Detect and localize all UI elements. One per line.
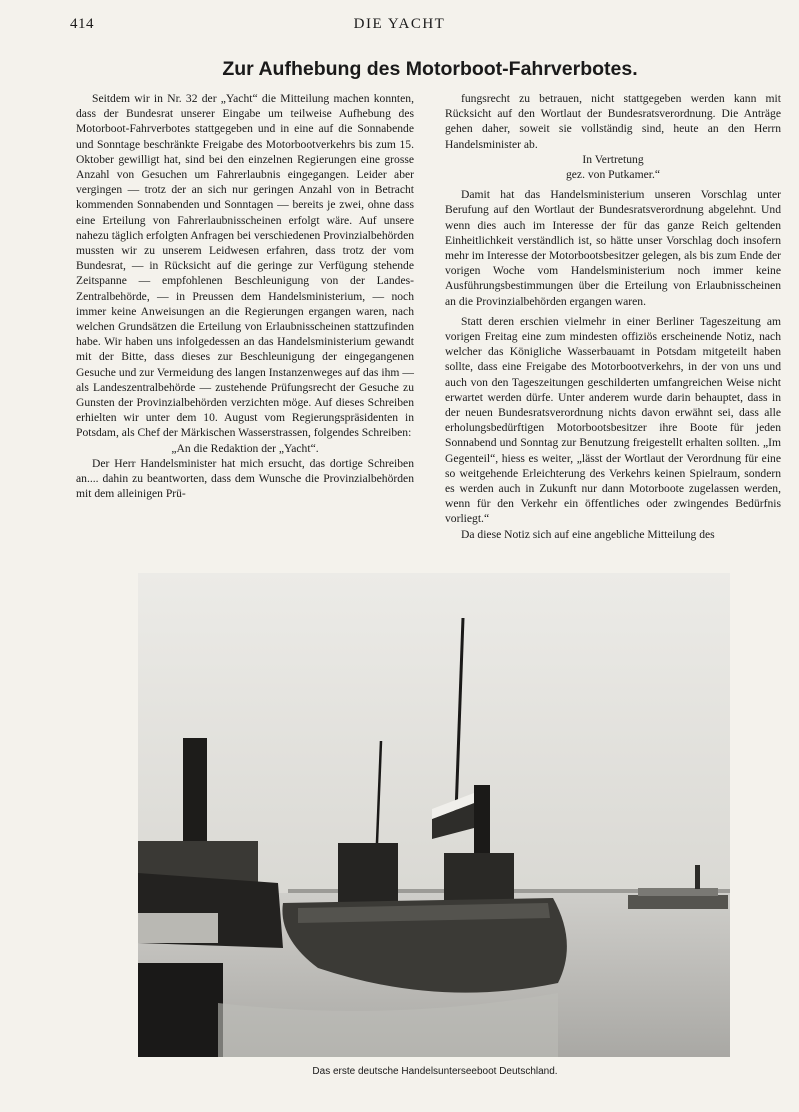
paragraph: Der Herr Handelsminister hat mich ersucht, das dortige Schreiben an.... dahin zu beantworten, dass dem Wunsche die Provinzialbehörden mit dem alleinigen Prü- xyxy=(76,456,414,501)
submarine-illustration xyxy=(138,573,730,1057)
letter-closing: In Vertretung xyxy=(582,152,644,166)
submarine-photo xyxy=(138,573,730,1057)
left-column xyxy=(76,91,414,501)
paragraph: fungsrecht zu betrauen, nicht stattgegeben werden kann mit Rücksicht auf den Wortlaut der Bundesratsverordnung. Die Anträge gehen daher, soweit sie vollständig sind, heute an den Herrn Handelsminister ab. xyxy=(445,92,781,151)
letter-signature: gez. von Putkamer.“ xyxy=(565,168,660,182)
article-title: Zur Aufhebung des Motorboot-Fahrverbotes. xyxy=(222,58,638,80)
paragraph: Damit hat das Handelsministerium unseren Vorschlag unter Berufung auf den Wortlaut der Bundesratsverordnung abgelehnt. Und wenn dies auch im Interesse der für das ganze Reich geltenden Einheitlichkeit verständlich ist, so hätte unser Vorschlag doch insofern mehr im Interesse der Motorbootsbesitzer gelegen, als bis zum Ende der vorigen Woche vom Handelsministerium noch immer keine Ausführungsbestimmungen über die Erteilung von Erlaubnisscheinen an die Provinzialbehörden ergangen waren. xyxy=(445,188,781,308)
paragraph: Statt deren erschien vielmehr in einer Berliner Tageszeitung am vorigen Freitag eine zum mindesten offiziös erscheinende Notiz, nach welcher das Königliche Wasserbauamt in Potsdam mitgeteilt haben sollte, dass eine Freigabe des Motorbootverkehrs, in der von uns und auch von den Tageszeitungen geschilderten umfangreichen Weise nicht erwartet werden dürfe. Unter anderem wurde darin behauptet, dass in der neuen Bundesratsverordnung nichts davon erwähnt sei, dass alle erholungsbedürftigen Motorbootsbesitzer ihre Boote für jeden Sonnabend und Sonntag zur Benutzung freigestellt erhalten sollten. „Im Gegenteil“, hiess es weiter, „lässt der Wortlaut der Verordnung für eine so weitgehende Erleichterung des Verkehrs keinen Spielraum, sondern es werden auch in Zukunft nur dann Motorboote zugelassen werden, wenn für den Verkehr ein öffentliches oder zwingendes Bedürfnis vorliegt.“ xyxy=(445,314,781,526)
page-number: 414 xyxy=(70,16,94,32)
letter-salutation: „An die Redaktion der „Yacht“. xyxy=(171,441,319,455)
paragraph: Da diese Notiz sich auf eine angebliche Mitteilung des xyxy=(461,527,715,541)
paragraph: Seitdem wir in Nr. 32 der „Yacht“ die Mitteilung machen konnten, dass der Bundesrat unserer Eingabe um teilweise Aufhebung des Motorboot-Fahrverbotes stattgegeben und in eine auf die Sonnabende und Sonntage beschränkte Freigabe des Motorbootverkehrs bis zum 15. Oktober gewilligt hat, sind bei den einzelnen Regierungen eine grosse Anzahl von Gesuchen um Fahrerlaubnis eingegangen. Leider aber vergingen — trotz der an sich nur geringen Anzahl von in Betracht kommenden Sonnabenden und Sonntagen — bereits je zwei, ohne dass eine Erteilung von Fahrerlaubnisscheinen erfolgt wäre. Auf unsere nahezu täglich erfolgten Anfragen bei verschiedenen Provinzialbehörden mussten wir zu unserem Leidwesen erfahren, dass trotz der vom Bundesrat, — in Rücksicht auf die geringe zur Verfügung stehende Zeitspanne — empfohlenen Beschleunigung von der Landes-Zentralbehörde, — in Preussen dem Handelsministerium, — noch immer keine Anweisungen an die Regierungen ergangen waren, nach welchen Grundsätzen die Erteilung von Erlaubnisscheinen stattzufinden habe. Wir haben uns infolgedessen an das Handelsministerium gewandt mit der Bitte, dass dieses zur Beschleunigung der eingegangenen Gesuche und zur Vermeidung des langen Instanzenweges auf das ihm — als Landeszentralbehörde — zustehende Prüfungsrecht der Gesuche zu Gunsten der Provinzialbehörden verzichten möge. Auf dieses Schreiben erhielten wir unter dem 10. August vom Regierungspräsidenten in Potsdam, als Chef der Märkischen Wasserstrassen, folgendes Schreiben: xyxy=(76,92,415,440)
right-column xyxy=(445,91,781,542)
running-head: DIE YACHT xyxy=(353,16,446,32)
photo-caption: Das erste deutsche Handelsunterseeboot Deutschland. xyxy=(312,1066,558,1077)
